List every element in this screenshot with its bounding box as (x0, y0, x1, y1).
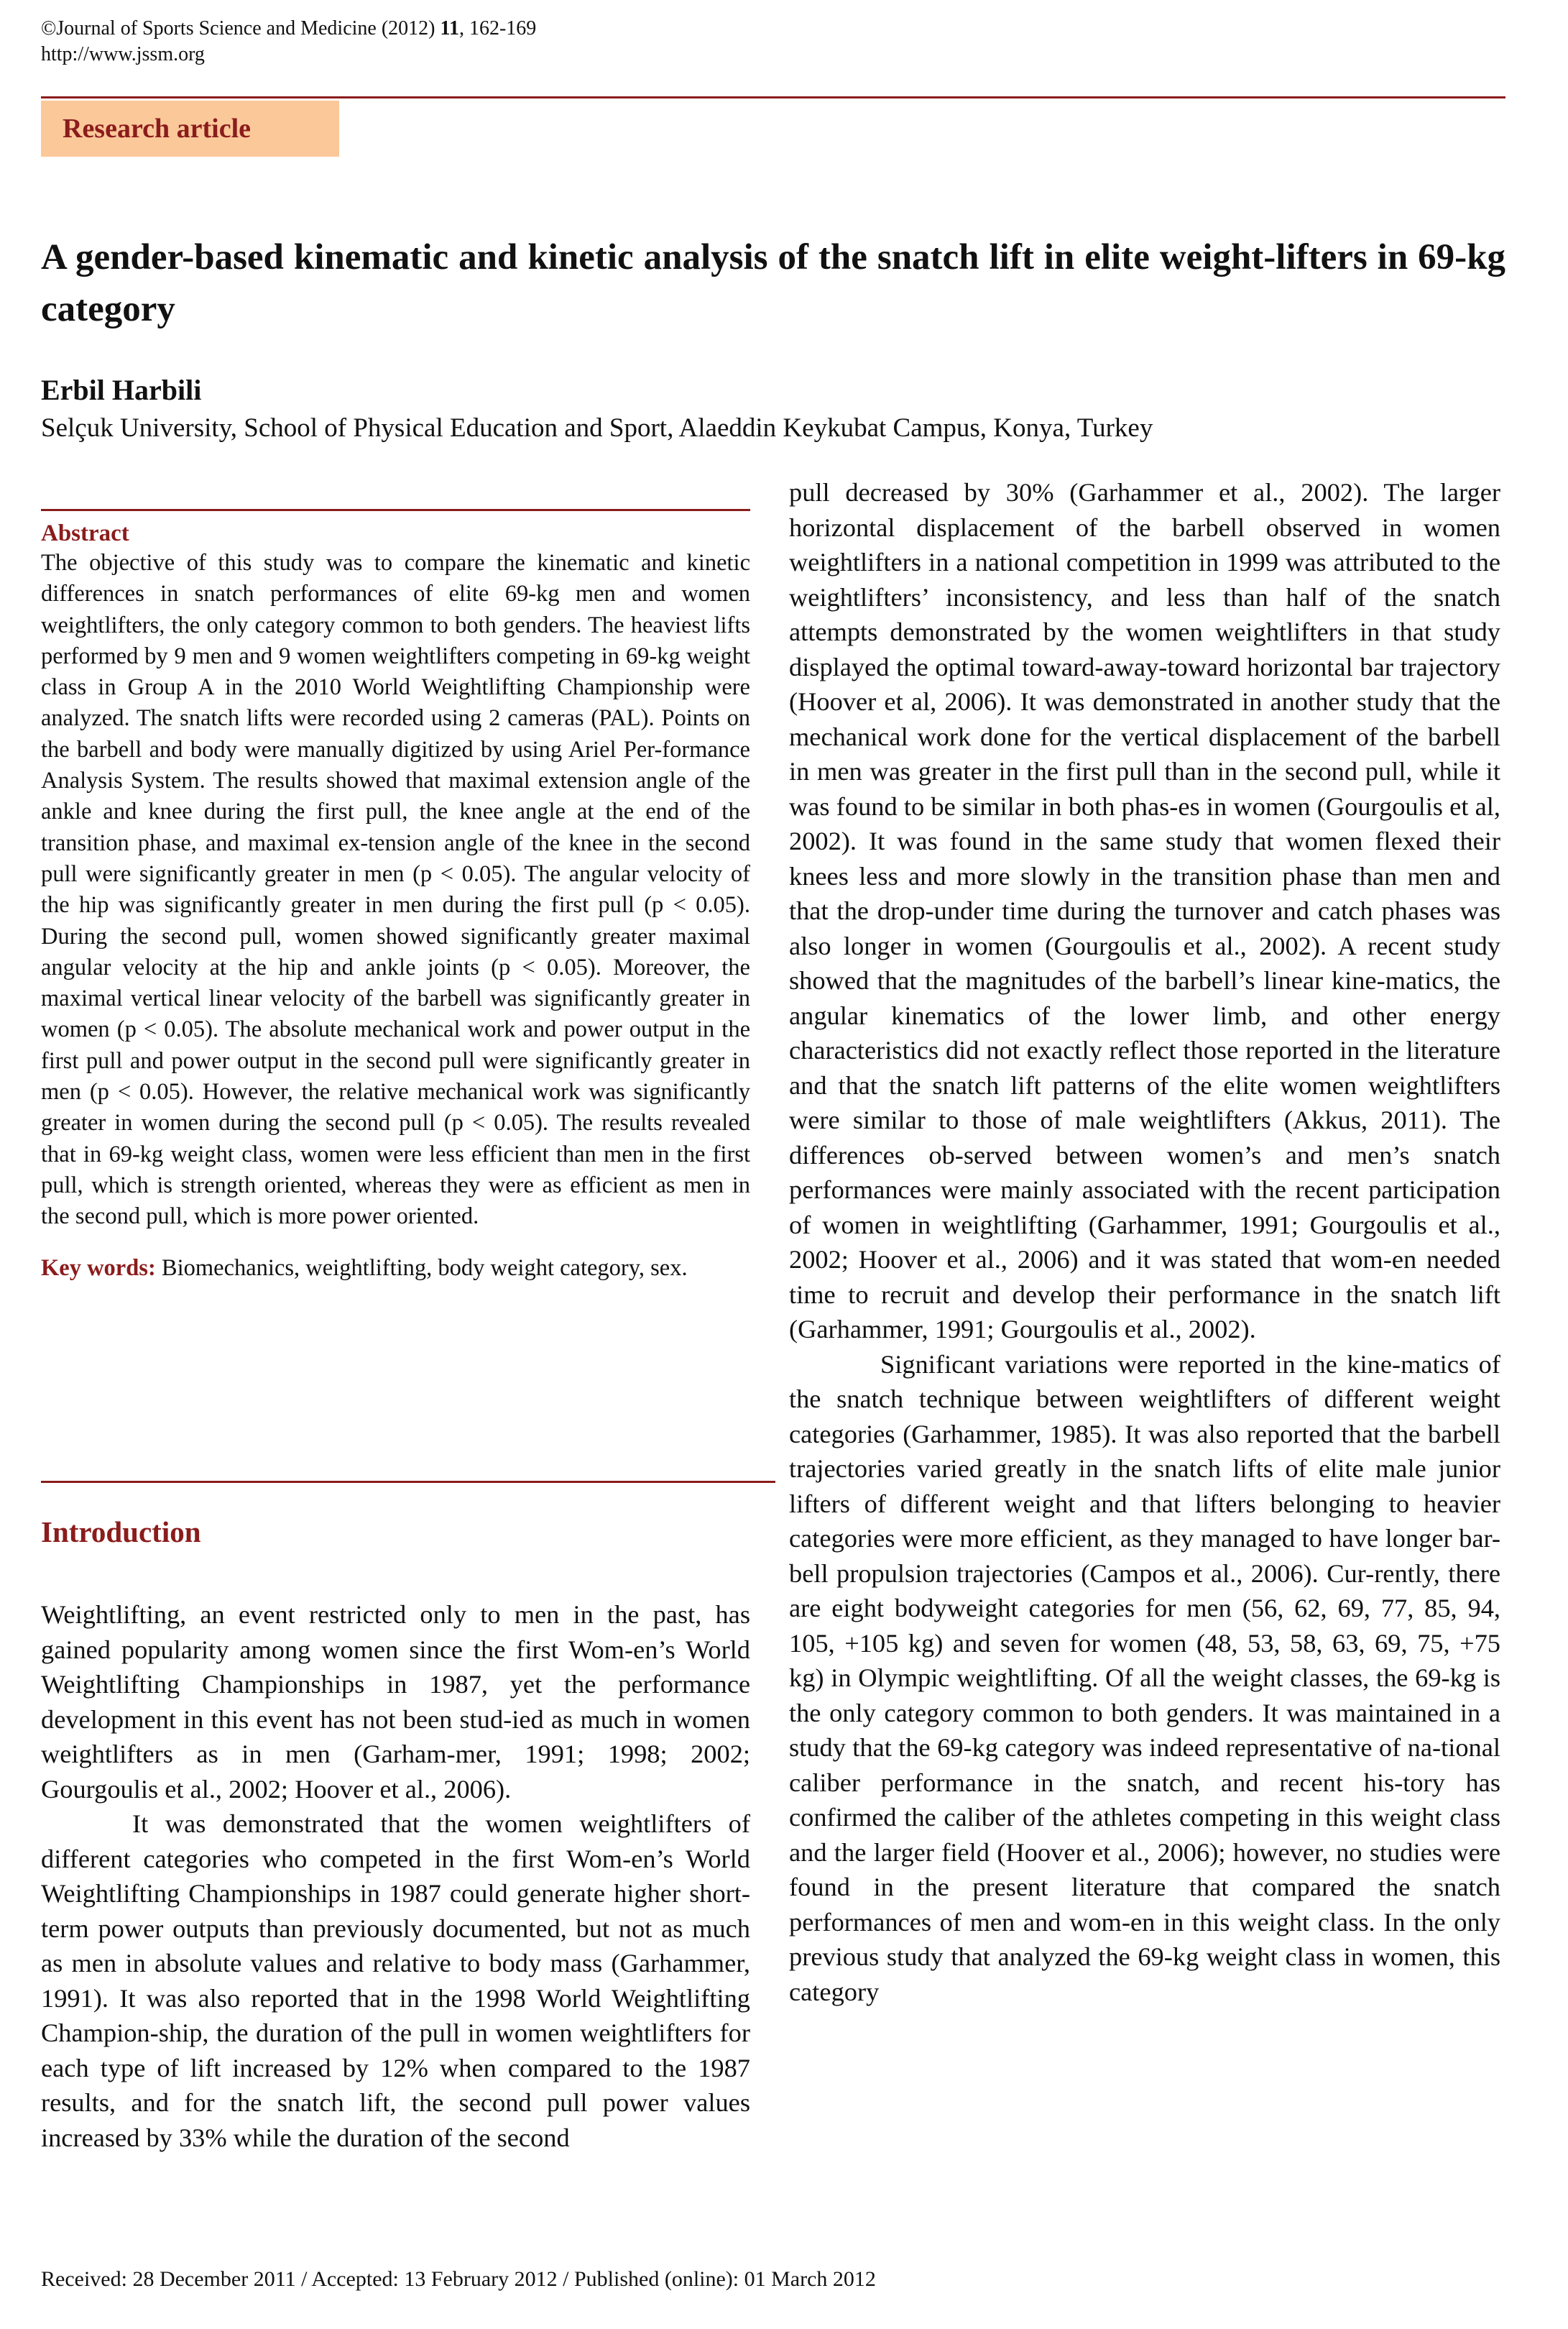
keywords-text: Biomechanics, weightlifting, body weight category, sex. (155, 1254, 688, 1281)
right-column-body (789, 475, 1500, 2009)
abstract-bottom-divider (41, 1481, 775, 1483)
journal-citation: ©Journal of Sports Science and Medicine (2012) 11, 162-169 (41, 17, 537, 40)
keywords (41, 1253, 750, 1284)
author-affiliation: Selçuk University, School of Physical Education and Sport, Alaeddin Keykubat Campus, Konya, Turkey (41, 413, 1153, 443)
publication-dates: Received: 28 December 2011 / Accepted: 13 February 2012 / Published (online): 01 March 2012 (41, 2267, 876, 2291)
article-type-badge: Research article (41, 101, 339, 157)
intro-paragraph-1: Weightlifting, an event restricted only to men in the past, has gained popularity among women since the first Wom-en’s World Weightlifting Championships in 1987, yet the performance development in this event has not been stud-ied as much in women weightlifters as in men (Garham-mer, 1991; 1998; 2002; Gourgoulis et al., 2002; Hoover et al., 2006). (41, 1600, 750, 1804)
intro-paragraph-2: It was demonstrated that the women weightlifters of different categories who competed in the first Wom-en’s World Weightlifting Championships in 1987 could generate higher short-term power outputs than previously documented, but not as much as men in absolute values and relative to body mass (Garhammer, 1991). It was also reported that in the 1998 World Weightlifting Champion-ship, the duration of the pull in women weightlifters for each type of lift increased by 12% when compared to the 1987 results, and for the snatch lift, the second pull power values increased by 33% while the duration of the second (41, 1809, 750, 2152)
introduction-heading: Introduction (41, 1515, 201, 1548)
introduction-body (41, 1597, 750, 2155)
article-title: A gender-based kinematic and kinetic analysis of the snatch lift in elite weight-lifters in 69-kg category (41, 237, 1505, 329)
header-divider (41, 96, 1505, 98)
right-paragraph-1: pull decreased by 30% (Garhammer et al., 2002). The larger horizontal displacement of the barbell observed in women weightlifters in a national competition in 1999 was attributed to the weightlifters’ inconsistency, and less than half of the snatch attempts demonstrated by the women weightlifters in that study displayed the optimal toward-away-toward horizontal bar trajectory (Hoover et al, 2006). It was demonstrated in another study that the mechanical work done for the vertical displacement of the barbell in men was greater in the first pull than in the second pull, while it was found to be similar in both phas-es in women (Gourgoulis et al, 2002). It was found in the same study that women flexed their knees less and more slowly in the transition phase than men and that the drop-under time during the turnover and catch phases was also longer in women (Gourgoulis et al., 2002). A recent study showed that the magnitudes of the barbell’s linear kine-matics, the angular kinematics of the lower limb, and other energy characteristics did not exactly reflect those reported in the literature and that the snatch lift patterns of the elite women weightlifters were similar to those of male weightlifters (Akkus, 2011). The differences ob-served between women’s and men’s snatch performances were mainly associated with the recent participation of women in weightlifting (Garhammer, 1991; Gourgoulis et al., 2002; Hoover et al., 2006) and it was stated that wom-en needed time to recruit and develop their performance in the snatch lift (Garhammer, 1991; Gourgoulis et al., 2002). (789, 478, 1500, 1343)
right-paragraph-2: Significant variations were reported in the kine-matics of the snatch technique between weightlifters of different weight categories (Garhammer, 1985). It was also reported that the barbell trajectories varied greatly in the snatch lifts of elite male junior lifters of different weight and that lifters belonging to heavier categories were more efficient, as they managed to have longer bar-bell propulsion trajectories (Campos et al., 2006). Cur-rently, there are eight bodyweight categories for men (56, 62, 69, 77, 85, 94, 105, +105 kg) and seven for women (48, 53, 58, 63, 69, 75, +75 kg) in Olympic weightlifting. Of all the weight classes, the 69-kg is the only category common to both genders. It was maintained in a study that the 69-kg category was indeed representative of na-tional caliber performance in the snatch, and recent his-tory has confirmed the caliber of the athletes competing in this weight class and the larger field (Hoover et al., 2006); however, no studies were found in the present literature that compared the snatch performances of men and wom-en in this weight class. In the only previous study that analyzed the 69-kg weight class in women, this category (789, 1349, 1500, 2006)
abstract-label: Abstract (41, 520, 129, 546)
abstract-section (41, 519, 750, 1284)
keywords-label: Key words: (41, 1254, 156, 1281)
journal-url[interactable]: http://www.jssm.org (41, 43, 205, 65)
abstract-top-divider (41, 509, 750, 511)
journal-header (41, 16, 536, 68)
author-name: Erbil Harbili (41, 374, 202, 406)
abstract-text: The objective of this study was to compare the kinematic and kinetic differences in snatch performances of elite 69-kg men and women weightlifters, the only category common to both genders. The heaviest lifts performed by 9 men and 9 women weightlifters competing in 69-kg weight class in Group A in the 2010 World Weightlifting Championship were analyzed. The snatch lifts were recorded using 2 cameras (PAL). Points on the barbell and body were manually digitized by using Ariel Per-formance Analysis System. The results showed that maximal extension angle of the ankle and knee during the first pull, the knee angle at the end of the transition phase, and maximal ex-tension angle of the knee in the second pull were significantly greater in men (p < 0.05). The angular velocity of the hip was significantly greater in men during the first pull (p < 0.05). During the second pull, women showed significantly greater maximal angular velocity at the hip and ankle joints (p < 0.05). Moreover, the maximal vertical linear velocity of the barbell was significantly greater in women (p < 0.05). The absolute mechanical work and power output in the first pull and power output in the second pull were significantly greater in men (p < 0.05). However, the relative mechanical work was significantly greater in women during the second pull (p < 0.05). The results revealed that in 69-kg weight class, women were less efficient than men in the first pull, which is strength oriented, whereas they were as efficient as men in the second pull, which is more power oriented. (41, 550, 750, 1230)
